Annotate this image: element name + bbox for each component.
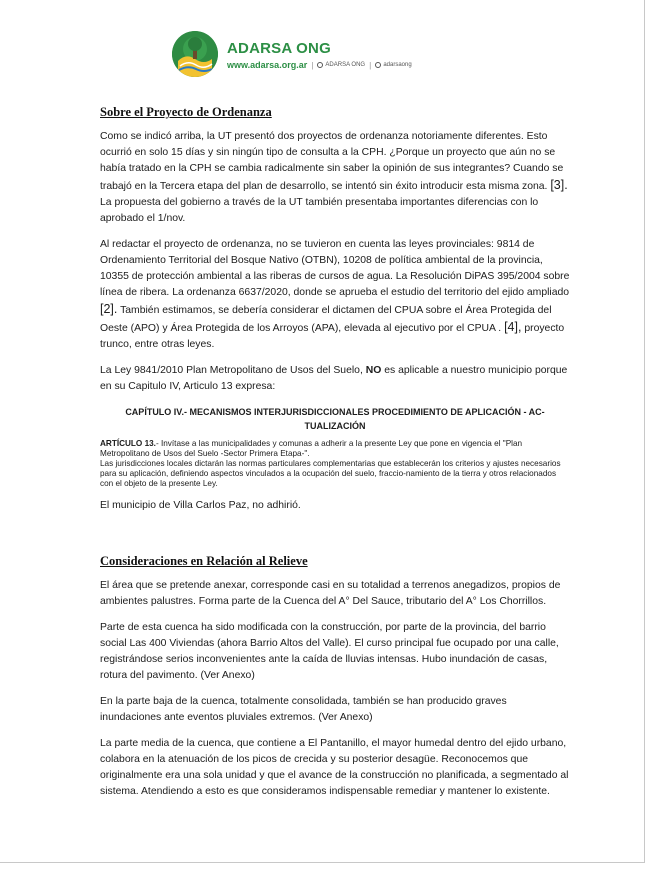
divider: | xyxy=(311,60,314,70)
text-run: proyecto trunco, entre otras leyes. xyxy=(100,323,565,350)
reference-link[interactable]: [3]. xyxy=(550,178,568,192)
text-run: También estimamos, se debería considerar el dictamen del CPUA sobre el Área Protegida del Oeste (APO) y Área Protegida de los Arroyos (APA), elevada al ejecutivo por el CPUA . xyxy=(100,305,552,334)
reference-link[interactable]: [4], xyxy=(504,320,522,334)
instagram-label: adarsaong xyxy=(383,62,412,68)
website-link[interactable]: www.adarsa.org.ar xyxy=(227,60,308,70)
instagram-icon xyxy=(375,62,381,68)
facebook-label: ADARSA ONG xyxy=(325,62,366,68)
document-body xyxy=(100,105,570,810)
divider: | xyxy=(369,60,372,70)
text-run: Al redactar el proyecto de ordenanza, no se tuvieron en cuenta las leyes provinciales: 9814 de Ordenamiento Territorial del Bosque Nativo (OTBN), 10208 de política ambiental de la provincia, 10355 de protección ambiental a las riberas de cursos de agua. La Resolución DiPAS 395/2004 sobre línea de ribera. La ordenanza 6637/2020, donde se aprueba el estudio del territorio del ejido ampliado xyxy=(100,239,570,298)
page-edge-right xyxy=(644,0,645,862)
emphasis-no: NO xyxy=(365,365,382,376)
brand-name: ADARSA ONG xyxy=(227,40,331,57)
reference-link[interactable]: [2]. xyxy=(100,302,118,316)
letterhead xyxy=(172,31,472,81)
section-title-relieve: Consideraciones en Relación al Relieve xyxy=(100,554,308,568)
quote-body xyxy=(100,439,570,489)
paragraph: El área que se pretende anexar, corresponde casi en su totalidad a terrenos anegadizos, propios de ambientes palustres. Forma parte de la Cuenca del A° Del Sauce, tributario del A° Los Chorrillos. xyxy=(100,580,561,607)
text-run: La Ley 9841/2010 Plan Metropolitano de Usos del Suelo, xyxy=(100,365,366,376)
quote-text: Las jurisdicciones locales dictarán las normas particulares complementarias que establecerán los criterios y ajustes necesarios para su aplicación, definiendo aspectos vinculados a la ocupación del suelo, fraccio-namiento de la tierra y otros relacionados con el objeto de la presente Ley. xyxy=(100,459,561,488)
contact-line xyxy=(227,60,412,70)
article-number: ARTÍCULO 13. xyxy=(100,439,156,448)
paragraph: El municipio de Villa Carlos Paz, no adhirió. xyxy=(100,500,301,511)
adarsa-logo xyxy=(172,31,218,77)
facebook-icon xyxy=(317,62,323,68)
section-title-ordenanza: Sobre el Proyecto de Ordenanza xyxy=(100,105,272,119)
quote-article xyxy=(100,439,570,459)
facebook-handle[interactable] xyxy=(317,62,365,68)
spacer xyxy=(100,524,570,554)
text-run: es aplicable a nuestro municipio porque en su Capitulo IV, Articulo 13 expresa: xyxy=(100,365,568,392)
text-run: La propuesta del gobierno a través de la UT también presentaba importantes diferencias con lo aprobado el 1/nov. xyxy=(100,197,539,224)
page-edge-bottom xyxy=(0,862,645,863)
paragraph: En la parte baja de la cuenca, totalmente consolidada, también se han producido graves inundaciones ante eventos pluviales extremos. (Ver Anexo) xyxy=(100,696,507,723)
quote-heading: CAPÍTULO IV.- MECANISMOS INTERJURISDICCIONALES PROCEDIMIENTO DE APLICACIÓN - AC-TUALIZACIÓN xyxy=(125,407,545,431)
paragraph xyxy=(100,129,570,227)
paragraph: La parte media de la cuenca, que contiene a El Pantanillo, el mayor humedal dentro del ejido urbano, colabora en la atenuación de los picos de crecida y su posterior desagüe. Reconocemos que originalmente era una sola unidad y que el avance de la construcción no planificada, a segmentado al sistema. Atendiendo a esto es que consideramos indispensable remediar y mantener lo existente. xyxy=(100,738,569,797)
instagram-handle[interactable] xyxy=(375,62,411,68)
paragraph xyxy=(100,237,570,353)
paragraph: Parte de esta cuenca ha sido modificada con la construcción, por parte de la provincia, del barrio social Las 400 Viviendas (ahora Barrio Altos del Valle). El curso principal fue ocupado por una calle, registrándose serios inconvenientes ante la caída de lluvias intensas. Hubo inundación de casas, rotura del pavimento. (Ver Anexo) xyxy=(100,622,559,681)
quote-text: - Invítase a las municipalidades y comunas a adherir a la presente Ley que pone en vigencia el "Plan Metropolitano de Usos del Suelo -Sector Primera Etapa-". xyxy=(100,439,523,458)
paragraph xyxy=(100,363,570,395)
text-run: Como se indicó arriba, la UT presentó dos proyectos de ordenanza notoriamente diferentes. Esto ocurrió en solo 15 días y sin ningún tipo de consulta a la CPH. ¿Porque un proyecto que aún no se había tratado en la CPH se cambia radicalmente sin saber la opinión de sus integrantes? Cuando se trabajó en la Tercera etapa del plan de desarrollo, se intentó sin éxito introducir esta misma zona. xyxy=(100,131,564,192)
